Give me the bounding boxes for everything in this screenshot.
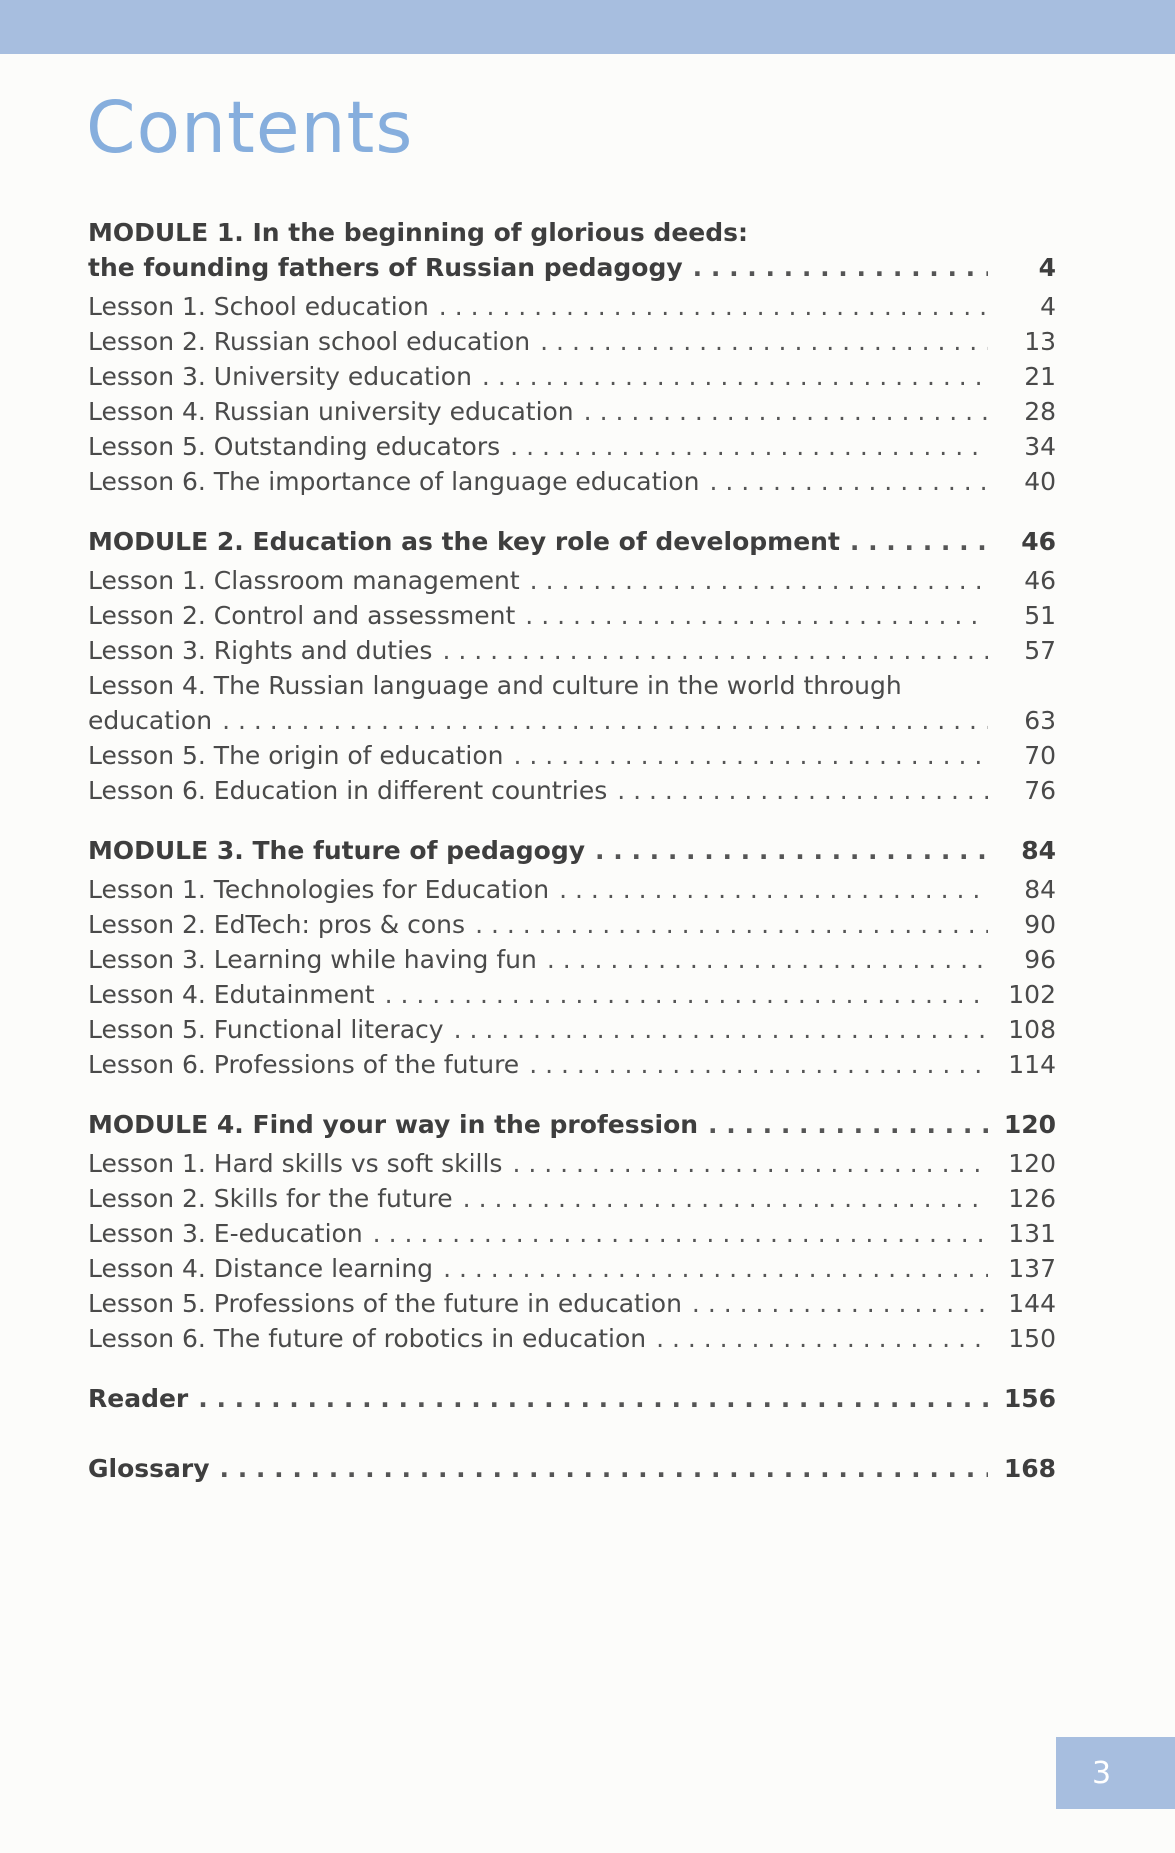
entry-label: Lesson 3. Learning while having fun <box>88 945 537 974</box>
page-number: 28 <box>1024 397 1056 426</box>
module-title-line: the founding fathers of Russian pedagogy <box>88 253 683 282</box>
toc-entry[interactable] <box>88 907 1056 942</box>
dot-leader <box>454 1012 988 1047</box>
page-number: 34 <box>1024 432 1056 461</box>
page-number: 84 <box>1024 875 1056 904</box>
module-title: MODULE 2. Education as the key role of development <box>88 527 840 556</box>
module-3 <box>88 833 1056 1082</box>
dot-leader <box>595 833 988 868</box>
entry-label: Lesson 4. The Russian language and culture in the world through <box>88 671 902 700</box>
page-number: 144 <box>1008 1289 1056 1318</box>
page-number: 137 <box>1008 1254 1056 1283</box>
dot-leader <box>529 1047 988 1082</box>
entry-label: Lesson 2. Russian school education <box>88 327 531 356</box>
toc-entry[interactable] <box>88 289 1056 324</box>
toc-entry[interactable] <box>88 1321 1056 1356</box>
entry-label: Lesson 4. Russian university education <box>88 397 574 426</box>
entry-label: Lesson 1. School education <box>88 292 429 321</box>
page-number: 76 <box>1024 776 1056 805</box>
entry-label: Lesson 3. Rights and duties <box>88 636 433 665</box>
dot-leader <box>198 1381 988 1416</box>
toc-entry[interactable] <box>88 668 1056 703</box>
dot-leader <box>510 429 988 464</box>
page-number: 70 <box>1024 741 1056 770</box>
table-of-contents <box>88 215 1056 1486</box>
page-number: 168 <box>1003 1454 1056 1483</box>
toc-entry[interactable] <box>88 359 1056 394</box>
dot-leader <box>512 1146 988 1181</box>
page-number: 13 <box>1024 327 1056 356</box>
page-number: 120 <box>1003 1110 1056 1139</box>
entry-label: Lesson 5. The origin of education <box>88 741 504 770</box>
dot-leader <box>692 1286 988 1321</box>
toc-entry[interactable] <box>88 773 1056 808</box>
entry-label: Lesson 4. Edutainment <box>88 980 375 1009</box>
entry-label: Lesson 5. Outstanding educators <box>88 432 501 461</box>
entry-label: Lesson 6. The importance of language education <box>88 467 700 496</box>
toc-entry[interactable] <box>88 324 1056 359</box>
page-number: 63 <box>1024 706 1056 735</box>
dot-leader <box>656 1321 988 1356</box>
toc-entry[interactable] <box>88 977 1056 1012</box>
page-number-label: 3 <box>1091 1755 1112 1791</box>
toc-entry[interactable] <box>88 1047 1056 1082</box>
toc-entry[interactable] <box>88 1146 1056 1181</box>
toc-entry[interactable] <box>88 703 1056 738</box>
dot-leader <box>530 563 988 598</box>
toc-entry[interactable] <box>88 1012 1056 1047</box>
toc-entry[interactable] <box>88 1181 1056 1216</box>
entry-label: Lesson 1. Classroom management <box>88 566 520 595</box>
entry-label: Lesson 4. Distance learning <box>88 1254 434 1283</box>
toc-entry[interactable] <box>88 429 1056 464</box>
page-number: 84 <box>1021 836 1056 865</box>
toc-entry[interactable] <box>88 598 1056 633</box>
toc-entry[interactable] <box>88 872 1056 907</box>
dot-leader <box>525 598 988 633</box>
module-2 <box>88 524 1056 808</box>
toc-entry[interactable] <box>88 464 1056 499</box>
module-heading[interactable] <box>88 250 1056 285</box>
toc-entry[interactable] <box>88 563 1056 598</box>
header-bar <box>0 0 1175 54</box>
toc-entry[interactable] <box>88 1286 1056 1321</box>
toc-entry[interactable] <box>88 942 1056 977</box>
dot-leader <box>547 942 988 977</box>
entry-label: Lesson 6. Professions of the future <box>88 1050 520 1079</box>
page-number: 150 <box>1008 1324 1056 1353</box>
toc-entry[interactable] <box>88 738 1056 773</box>
page-number-badge <box>1056 1737 1175 1809</box>
module-title: MODULE 4. Find your way in the profession <box>88 1110 699 1139</box>
module-title: MODULE 3. The future of pedagogy <box>88 836 586 865</box>
page-number: 21 <box>1024 362 1056 391</box>
entry-label: Lesson 5. Professions of the future in education <box>88 1289 682 1318</box>
toc-entry[interactable] <box>88 1216 1056 1251</box>
dot-leader <box>443 1251 988 1286</box>
dot-leader <box>540 324 988 359</box>
entry-label: Lesson 3. University education <box>88 362 472 391</box>
page-title: Contents <box>86 86 414 169</box>
dot-leader <box>559 872 988 907</box>
page-number: 131 <box>1008 1219 1056 1248</box>
dot-leader <box>373 1216 988 1251</box>
dot-leader <box>584 394 988 429</box>
dot-leader <box>617 773 988 808</box>
page-number: 46 <box>1021 527 1056 556</box>
dot-leader <box>513 738 988 773</box>
page-number: 108 <box>1008 1015 1056 1044</box>
entry-label: Lesson 6. Education in different countries <box>88 776 608 805</box>
entry-label: Lesson 1. Technologies for Education <box>88 875 550 904</box>
entry-label: Reader <box>88 1384 189 1413</box>
module-1 <box>88 215 1056 499</box>
entry-label: Lesson 1. Hard skills vs soft skills <box>88 1149 503 1178</box>
dot-leader <box>482 359 988 394</box>
module-title-line: MODULE 1. In the beginning of glorious deeds: <box>88 218 749 247</box>
dot-leader <box>850 524 988 559</box>
entry-label: Lesson 3. E-education <box>88 1219 363 1248</box>
entry-label: Glossary <box>88 1454 210 1483</box>
module-heading[interactable] <box>88 215 1056 250</box>
entry-label: education <box>88 706 213 735</box>
page-number: 57 <box>1024 636 1056 665</box>
page-number: 4 <box>1038 253 1056 282</box>
dot-leader <box>463 1181 988 1216</box>
page-number: 51 <box>1024 601 1056 630</box>
page-number: 90 <box>1024 910 1056 939</box>
page-number: 156 <box>1003 1384 1056 1413</box>
entry-label: Lesson 5. Functional literacy <box>88 1015 444 1044</box>
page-number: 126 <box>1008 1184 1056 1213</box>
page-number: 102 <box>1008 980 1056 1009</box>
page-number: 120 <box>1008 1149 1056 1178</box>
page-number: 96 <box>1024 945 1056 974</box>
entry-label: Lesson 2. EdTech: pros & cons <box>88 910 466 939</box>
toc-entry[interactable] <box>88 394 1056 429</box>
entry-label: Lesson 2. Skills for the future <box>88 1184 453 1213</box>
glossary-entry[interactable] <box>88 1451 1056 1486</box>
dot-leader <box>708 1107 988 1142</box>
entry-label: Lesson 6. The future of robotics in education <box>88 1324 647 1353</box>
dot-leader <box>709 464 988 499</box>
dot-leader <box>222 703 988 738</box>
dot-leader <box>693 250 988 285</box>
toc-entry[interactable] <box>88 1251 1056 1286</box>
dot-leader <box>442 633 988 668</box>
module-heading[interactable] <box>88 1107 1056 1142</box>
page-number: 40 <box>1024 467 1056 496</box>
toc-entry[interactable] <box>88 633 1056 668</box>
dot-leader <box>439 289 988 324</box>
module-4 <box>88 1107 1056 1356</box>
page-number: 114 <box>1008 1050 1056 1079</box>
dot-leader <box>220 1451 988 1486</box>
page-number: 46 <box>1024 566 1056 595</box>
module-heading[interactable] <box>88 524 1056 559</box>
reader-entry[interactable] <box>88 1381 1056 1416</box>
module-heading[interactable] <box>88 833 1056 868</box>
dot-leader <box>385 977 988 1012</box>
page-number: 4 <box>1040 292 1056 321</box>
entry-label: Lesson 2. Control and assessment <box>88 601 516 630</box>
dot-leader <box>475 907 988 942</box>
